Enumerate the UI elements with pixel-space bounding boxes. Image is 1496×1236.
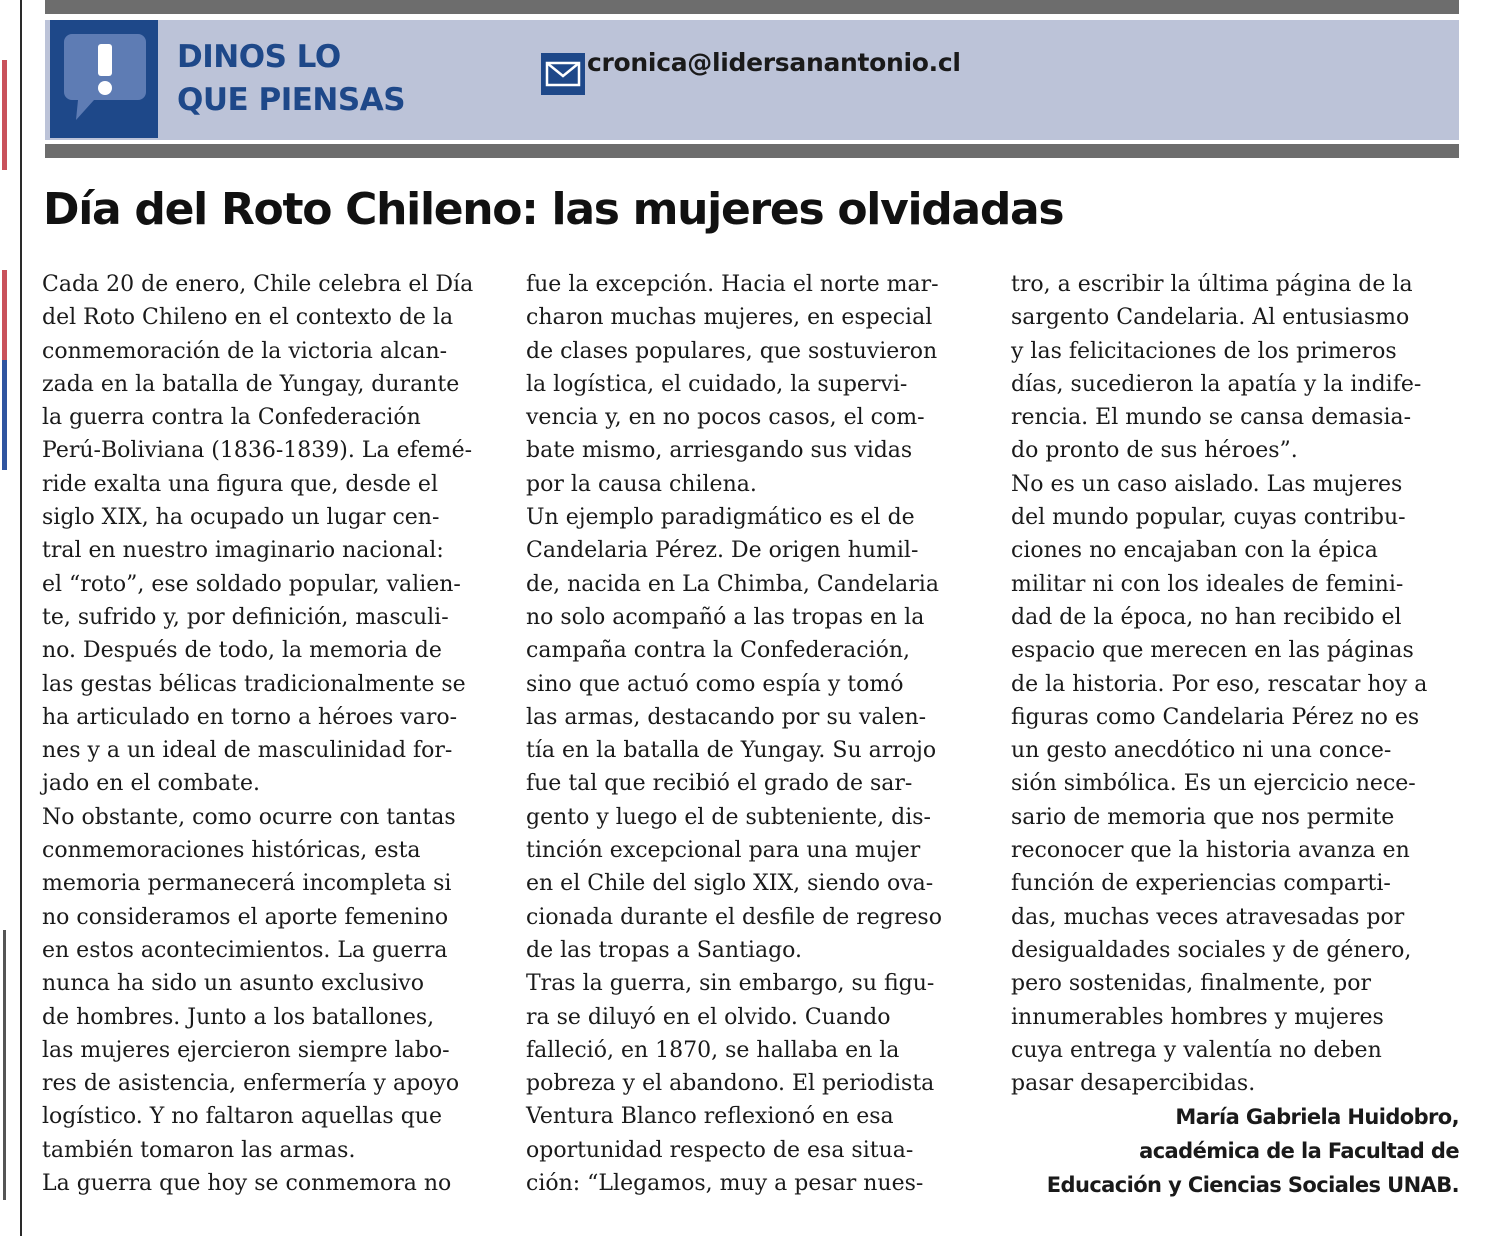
- article-text-line: pero sostenidas, finalmente, por: [1011, 971, 1371, 997]
- article-text-line: conmemoraciones históricas, esta: [42, 838, 421, 864]
- article-text-line: rencia. El mundo se cansa demasia-: [1011, 405, 1412, 431]
- article-text-line: el “roto”, ese soldado popular, valien-: [42, 571, 461, 597]
- article-text-line: Cada 20 de enero, Chile celebra el Día: [42, 272, 474, 297]
- article-text-line: Ventura Blanco reflexionó en esa: [526, 1104, 894, 1130]
- article-column-3: [1011, 268, 1466, 1100]
- article-text-line: Tras la guerra, sin embargo, su figu-: [526, 971, 935, 997]
- article-text-line: días, sucedieron la apatía y la indife-: [1011, 371, 1422, 397]
- article-text-line: sino que actuó como espía y tomó: [526, 671, 904, 697]
- left-page-margin: [0, 0, 22, 1236]
- article-text-line: militar ni con los ideales de femini-: [1011, 571, 1404, 597]
- article-text-line: bate mismo, arriesgando sus vidas: [526, 438, 913, 464]
- article-text-line: del mundo popular, cuyas contribu-: [1011, 505, 1406, 531]
- article-text-line: de clases populares, que sostuvieron: [526, 338, 938, 364]
- article-text-line: no solo acompañó a las tropas en la: [526, 604, 925, 630]
- article-text-line: también tomaron las armas.: [42, 1137, 356, 1163]
- top-rule: [45, 0, 1459, 14]
- article-text-line: das, muchas veces atravesadas por: [1011, 904, 1405, 930]
- article-text-line: pobreza y el abandono. El periodista: [526, 1071, 935, 1097]
- article-title: Día del Roto Chileno: las mujeres olvidadas: [43, 184, 1064, 235]
- article-text-line: ción: “Llegamos, muy a pesar nues-: [526, 1171, 924, 1197]
- article-text-line: pasar desapercibidas.: [1011, 1071, 1256, 1097]
- article-text-line: siglo XIX, ha ocupado un lugar cen-: [42, 505, 440, 531]
- article-text-line: desigualdades sociales y de género,: [1011, 937, 1412, 963]
- article-column-2: [526, 268, 981, 1200]
- article-text-line: de las tropas a Santiago.: [526, 937, 803, 963]
- article-text-line: No es un caso aislado. Las mujeres: [1011, 471, 1403, 497]
- article-text-line: vencia y, en no pocos casos, el com-: [526, 405, 925, 431]
- margin-mark: [3, 930, 6, 1200]
- article-text-line: te, sufrido y, por definición, masculi-: [42, 604, 449, 630]
- article-text-line: por la causa chilena.: [526, 471, 757, 497]
- article-text-line: oportunidad respecto de esa situa-: [526, 1137, 914, 1163]
- article-text-line: tral en nuestro imaginario nacional:: [42, 538, 444, 564]
- article-text-line: tía en la batalla de Yungay. Su arrojo: [526, 738, 937, 764]
- section-label-line1: DINOS LO: [177, 39, 341, 75]
- header-bottom-rule: [45, 144, 1459, 158]
- article-text-line: No obstante, como ocurre con tantas: [42, 804, 456, 830]
- article-text-line: ra se diluyó en el olvido. Cuando: [526, 1004, 891, 1030]
- article-text-line: res de asistencia, enfermería y apoyo: [42, 1071, 460, 1097]
- article-text-line: sión simbólica. Es un ejercicio nece-: [1011, 771, 1416, 797]
- article-text-line: memoria permanecerá incompleta si: [42, 871, 452, 897]
- article-text-line: cionada durante el desfile de regreso: [526, 904, 942, 930]
- speech-bubble-exclamation-icon: [50, 20, 158, 138]
- article-text-line: Perú-Boliviana (1836-1839). La efemé-: [42, 438, 473, 464]
- article-text-line: las armas, destacando por su valen-: [526, 704, 927, 730]
- article-text-line: sario de memoria que nos permite: [1011, 804, 1395, 830]
- article-text-line: logístico. Y no faltaron aquellas que: [42, 1104, 442, 1130]
- article-text-line: fue la excepción. Hacia el norte mar-: [526, 272, 939, 297]
- article-text-line: tinción excepcional para una mujer: [526, 838, 921, 864]
- article-text-line: espacio que merecen en las páginas: [1011, 638, 1414, 664]
- article-text-line: Un ejemplo paradigmático es el de: [526, 505, 915, 531]
- article-text-line: gento y luego el de subteniente, dis-: [526, 804, 931, 830]
- margin-mark: [2, 270, 7, 360]
- article-text-line: no. Después de todo, la memoria de: [42, 638, 442, 664]
- article-column-1: [42, 268, 497, 1200]
- article-text-line: jado en el combate.: [42, 771, 260, 797]
- article-text-line: ciones no encajaban con la épica: [1011, 538, 1378, 564]
- author-signature: [1047, 1100, 1459, 1202]
- article-text-line: sargento Candelaria. Al entusiasmo: [1011, 305, 1410, 331]
- page-divider-line: [20, 0, 22, 1236]
- article-text-line: reconocer que la historia avanza en: [1011, 838, 1410, 864]
- article-text-line: nunca ha sido un asunto exclusivo: [42, 971, 424, 997]
- article-text-line: no consideramos el aporte femenino: [42, 904, 449, 930]
- article-text-line: de, nacida en La Chimba, Candelaria: [526, 571, 939, 597]
- article-text-line: figuras como Candelaria Pérez no es: [1011, 704, 1420, 730]
- article-text-line: del Roto Chileno en el contexto de la: [42, 305, 454, 331]
- article-text-line: las gestas bélicas tradicionalmente se: [42, 671, 466, 697]
- article-text-line: campaña contra la Confederación,: [526, 638, 911, 664]
- article-text-line: tro, a escribir la última página de la: [1011, 272, 1413, 297]
- article-text-line: do pronto de sus héroes”.: [1011, 438, 1298, 464]
- article-text-line: y las felicitaciones de los primeros: [1011, 338, 1397, 364]
- article-text-line: función de experiencias comparti-: [1011, 871, 1391, 897]
- article-text-line: ride exalta una figura que, desde el: [42, 471, 438, 497]
- article-text-line: de la historia. Por eso, rescatar hoy a: [1011, 671, 1428, 697]
- article-text-line: las mujeres ejercieron siempre labo-: [42, 1037, 450, 1063]
- article-text-line: innumerables hombres y mujeres: [1011, 1004, 1384, 1030]
- article-text-line: dad de la época, no han recibido el: [1011, 604, 1402, 630]
- article-text-line: fue tal que recibió el grado de sar-: [526, 771, 913, 797]
- article-text-line: en el Chile del siglo XIX, siendo ova-: [526, 871, 934, 897]
- contact-email: cronica@lidersanantonio.cl: [587, 48, 961, 77]
- article-text-line: charon muchas mujeres, en especial: [526, 305, 933, 331]
- article-text-line: La guerra que hoy se conmemora no: [42, 1171, 452, 1197]
- section-label-line2: QUE PIENSAS: [177, 82, 406, 118]
- article-text-line: ha articulado en torno a héroes varo-: [42, 704, 458, 730]
- article-text-line: la logística, el cuidado, la supervi-: [526, 371, 908, 397]
- article-text-line: falleció, en 1870, se hallaba en la: [526, 1037, 900, 1063]
- margin-mark: [2, 60, 7, 170]
- article-text-line: cuya entrega y valentía no deben: [1011, 1037, 1382, 1063]
- article-text-line: en estos acontecimientos. La guerra: [42, 937, 448, 963]
- author-affiliation-line1: académica de la Facultad de: [1139, 1139, 1459, 1163]
- article-text-line: la guerra contra la Confederación: [42, 405, 421, 431]
- author-name: María Gabriela Huidobro,: [1175, 1105, 1459, 1129]
- article-text-line: conmemoración de la victoria alcan-: [42, 338, 448, 364]
- author-affiliation-line2: Educación y Ciencias Sociales UNAB.: [1046, 1173, 1459, 1197]
- article-text-line: zada en la batalla de Yungay, durante: [42, 371, 460, 397]
- article-text-line: nes y a un ideal de masculinidad for-: [42, 738, 453, 764]
- section-label: [177, 36, 405, 122]
- article-text-line: de hombres. Junto a los batallones,: [42, 1004, 435, 1030]
- margin-mark: [2, 360, 7, 470]
- article-text-line: un gesto anecdótico ni una conce-: [1011, 738, 1392, 764]
- envelope-icon: [541, 53, 585, 100]
- article-text-line: Candelaria Pérez. De origen humil-: [526, 538, 919, 564]
